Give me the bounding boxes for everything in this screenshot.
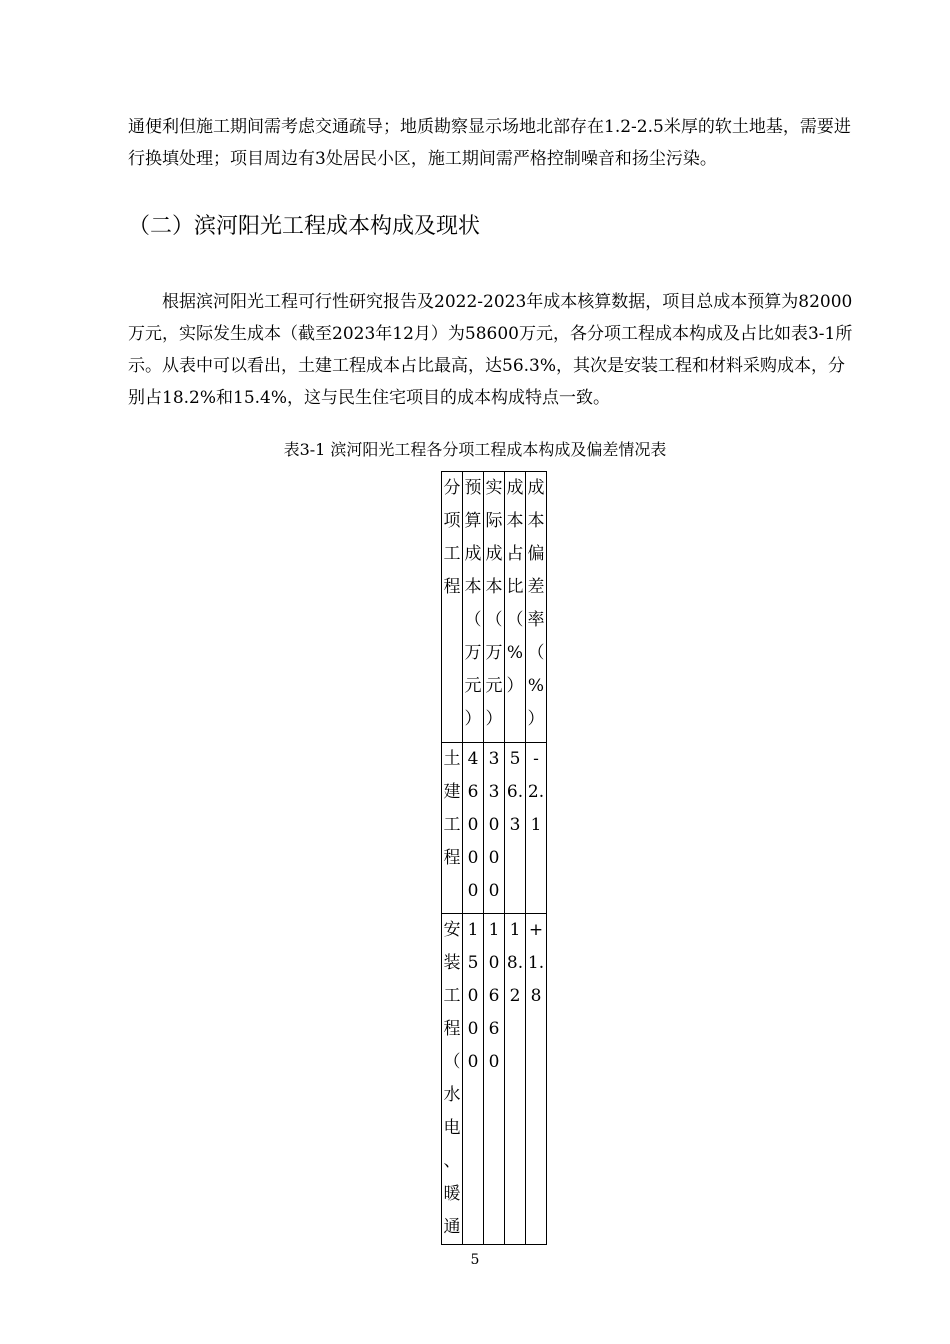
table-row bbox=[442, 914, 547, 1245]
table-header-cell: 成本占比（%） bbox=[505, 472, 526, 743]
table-cell: 15000 bbox=[463, 914, 484, 1245]
table-cell: 土建工程 bbox=[442, 743, 463, 914]
table-cell: 56.3 bbox=[505, 743, 526, 914]
body-paragraph-2: 根据滨河阳光工程可行性研究报告及2022-2023年成本核算数据，项目总成本预算为82000万元，实际发生成本（截至2023年12月）为58600万元，各分项工程成本构成及占比如表3-1所示。从表中可以看出，土建工程成本占比最高，达56.3%，其次是安装工程和材料采购成本，分别占18.2%和15.4%，这与民生住宅项目的成本构成特点一致。 bbox=[128, 292, 853, 408]
table-cell: 46000 bbox=[463, 743, 484, 914]
table-cell: 安装工程（水电、暖通 bbox=[442, 914, 463, 1245]
table-header-row bbox=[442, 472, 547, 743]
table-cell: +1.8 bbox=[526, 914, 547, 1245]
section-heading: （二）滨河阳光工程成本构成及现状 bbox=[128, 214, 481, 239]
body-paragraph-1: 通便利但施工期间需考虑交通疏导；地质勘察显示场地北部存在1.2-2.5米厚的软土地基，需要进行换填处理；项目周边有3处居民小区，施工期间需严格控制噪音和扬尘污染。 bbox=[128, 117, 851, 169]
table-header-cell: 预算成本（万元） bbox=[463, 472, 484, 743]
table-cell: 10660 bbox=[484, 914, 505, 1245]
page-number: 5 bbox=[470, 1252, 480, 1268]
table-header-cell: 实际成本（万元） bbox=[484, 472, 505, 743]
cost-table bbox=[441, 471, 547, 1245]
table-caption: 表3-1 滨河阳光工程各分项工程成本构成及偏差情况表 bbox=[283, 440, 667, 459]
table-header-cell: 成本偏差率（%） bbox=[526, 472, 547, 743]
table-header-cell: 分项工程 bbox=[442, 472, 463, 743]
table-cell: 18.2 bbox=[505, 914, 526, 1245]
table-cell: 33000 bbox=[484, 743, 505, 914]
table-cell: -2.1 bbox=[526, 743, 547, 914]
table-row bbox=[442, 743, 547, 914]
